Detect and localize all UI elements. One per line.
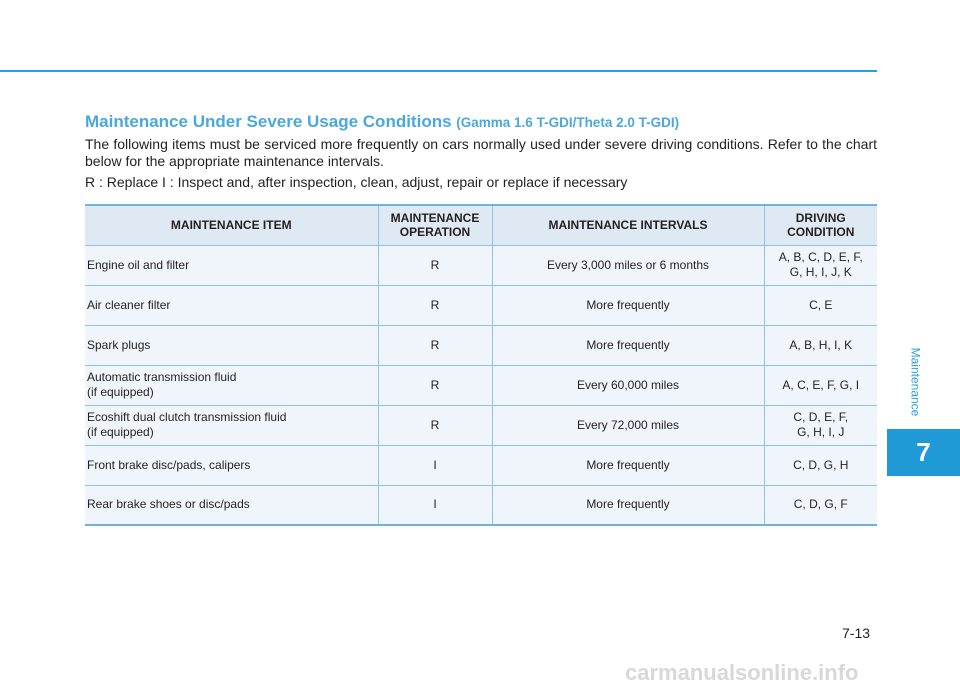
item-line: (if equipped) [87,425,154,439]
cell-condition [764,405,877,445]
cell-condition [764,285,877,325]
cell-interval: More frequently [492,485,764,525]
table-row [85,405,877,445]
table-row [85,365,877,405]
cell-item [85,285,378,325]
item-line: Engine oil and filter [87,257,190,272]
cell-item [85,445,378,485]
condition-line: A, B, C, D, E, F, [778,250,863,264]
section-title: Maintenance Under Severe Usage Conditions [85,112,452,131]
header-operation-line: MAINTENANCE [390,211,480,226]
cell-condition [764,485,877,525]
cell-interval: Every 3,000 miles or 6 months [492,245,764,285]
cell-interval: More frequently [492,285,764,325]
cell-operation: R [378,325,492,365]
section-subtitle: (Gamma 1.6 T-GDI/Theta 2.0 T-GDI) [456,115,680,130]
cell-condition [764,245,877,285]
cell-operation: R [378,285,492,325]
legend-text: R : Replace I : Inspect and, after inspection, clean, adjust, repair or replace if necessary [85,174,628,190]
cell-interval: More frequently [492,445,764,485]
cell-operation: R [378,405,492,445]
condition-line: A, B, H, I, K [789,337,853,352]
cell-interval: More frequently [492,325,764,365]
table-row [85,285,877,325]
cell-operation: I [378,485,492,525]
chapter-side-label [900,342,930,422]
item-line: Rear brake shoes or disc/pads [87,497,250,512]
cell-item [85,405,378,445]
header-maintenance-item: MAINTENANCE ITEM [85,205,378,245]
cell-item [85,325,378,365]
condition-line: C, D, G, F [793,497,848,512]
header-maintenance-operation [378,205,492,245]
table-row [85,445,877,485]
table-row [85,325,877,365]
condition-line: G, H, I, J, K [789,265,852,279]
header-condition-line: DRIVING [795,211,846,226]
condition-line: C, D, E, F, [793,410,849,424]
cell-operation: I [378,445,492,485]
condition-line: C, D, G, H [793,457,849,472]
header-maintenance-intervals: MAINTENANCE INTERVALS [492,205,764,245]
item-line: Front brake disc/pads, calipers [87,457,251,472]
intro-paragraph: The following items must be serviced more frequently on cars normally used under severe driving conditions. Refer to the chart below for the appropriate maintenance intervals. [85,136,877,169]
condition-line: C, E [809,297,833,312]
header-operation-line: OPERATION [399,225,471,240]
table-header-row [85,205,877,245]
cell-condition [764,365,877,405]
cell-operation: R [378,245,492,285]
table-row [85,485,877,525]
chapter-side-label-text: Maintenance [908,347,922,417]
item-line: Air cleaner filter [87,297,171,312]
cell-item [85,245,378,285]
header-condition-line: CONDITION [787,225,855,240]
condition-line: A, C, E, F, G, I [782,377,860,392]
cell-condition [764,445,877,485]
condition-line: G, H, I, J [797,425,845,439]
cell-condition [764,325,877,365]
item-line: Automatic transmission fluid [87,370,237,384]
section-heading [85,112,679,132]
table-row [85,245,877,285]
chapter-number-tab: 7 [887,429,960,476]
cell-item [85,365,378,405]
top-rule [0,70,877,72]
watermark: carmanualsonline.info [625,660,859,685]
page-number: 7-13 [842,625,871,641]
cell-interval: Every 60,000 miles [492,365,764,405]
maintenance-table [85,204,877,526]
header-driving-condition [764,205,877,245]
cell-item [85,485,378,525]
cell-operation: R [378,365,492,405]
cell-interval: Every 72,000 miles [492,405,764,445]
item-line: Ecoshift dual clutch transmission fluid [87,410,287,424]
item-line: (if equipped) [87,385,154,399]
item-line: Spark plugs [87,337,151,352]
